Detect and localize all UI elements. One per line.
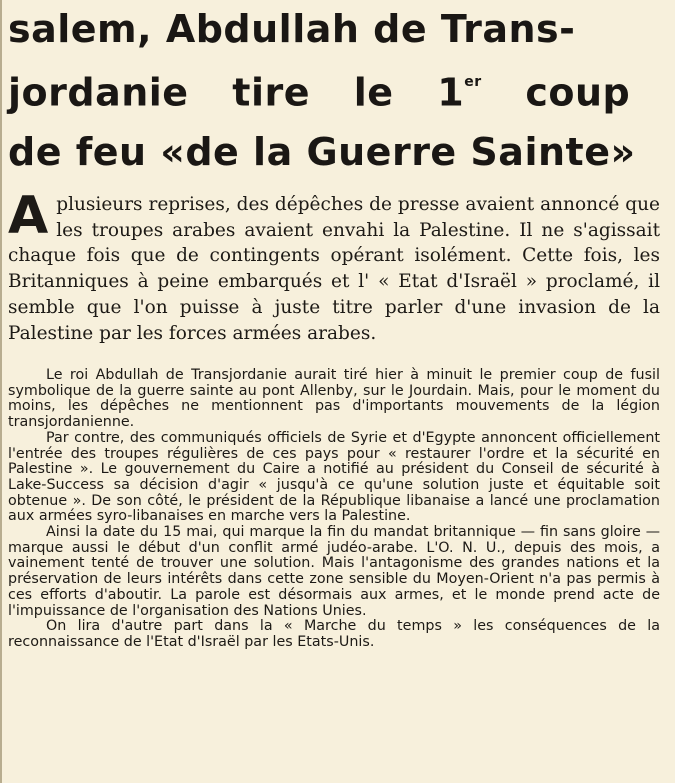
lead-paragraph xyxy=(8,186,660,346)
drop-cap: A xyxy=(8,186,49,246)
body-paragraph: On lira d'autre part dans la « Marche du temps » les conséquences de la reconnaissance de l'Etat d'Israël par les Etats-Unis. xyxy=(8,618,660,650)
headline-line-2-start: jordanie tire le 1 xyxy=(8,70,465,115)
headline xyxy=(8,0,668,182)
lead-text: plusieurs reprises, des dépêches de presse avaient annoncé que les troupes arabes avaient envahi la Palestine. Il ne s'agissait chaque fois que de contingents opérant isolément. Cette fois, les Britanniques à peine embarqués et l' « Etat d'Israël » proclamé, il semble que l'on puisse à juste titre parler d'une invasion de la Palestine par les forces armées arabes. xyxy=(8,194,660,344)
ordinal-superscript: er xyxy=(464,74,482,90)
body-paragraph: Ainsi la date du 15 mai, qui marque la fin du mandat britannique — fin sans gloire — marque aussi le début d'un conflit armé judéo-arabe. L'O. N. U., depuis des mois, a vainement tenté de trouver une solution. Mais l'antagonisme des grandes nations et la préservation de leurs intérêts dans cette zone sensible du Moyen-Orient n'a pas permis à ces efforts d'aboutir. La parole est désormais aux armes, et le monde prend acte de l'impuissance de l'organisation des Nations Unies. xyxy=(8,524,660,619)
headline-line-2 xyxy=(8,59,668,123)
column-rule xyxy=(0,0,2,783)
article-body xyxy=(8,368,660,651)
headline-line-3: de feu «de la Guerre Sainte» xyxy=(8,129,636,174)
body-paragraph: Par contre, des communiqués officiels de Syrie et d'Egypte annoncent officiellement l'entrée des troupes régulières de ces pays pour « restaurer l'ordre et la sécurité en Palestine ». Le gouvernement du Caire a notifié au président du Conseil de sécurité à Lake-Success sa décision d'agir « jusqu'à ce qu'une solution juste et équitable soit obtenue ». De son côté, le président de la République libanaise a lancé une proclamation aux armées syro-libanaises en marche vers la Palestine. xyxy=(8,429,660,525)
headline-line-1: salem, Abdullah de Trans- xyxy=(8,7,576,51)
body-paragraph: Le roi Abdullah de Transjordanie aurait tiré hier à minuit le premier coup de fusil symbolique de la guerre sainte au pont Allenby, sur le Jourdain. Mais, pour le moment du moins, les dépêches ne mentionnent pas d'importants mouvements de la légion transjordanienne. xyxy=(8,367,660,431)
headline-line-2-end: coup xyxy=(481,70,631,115)
